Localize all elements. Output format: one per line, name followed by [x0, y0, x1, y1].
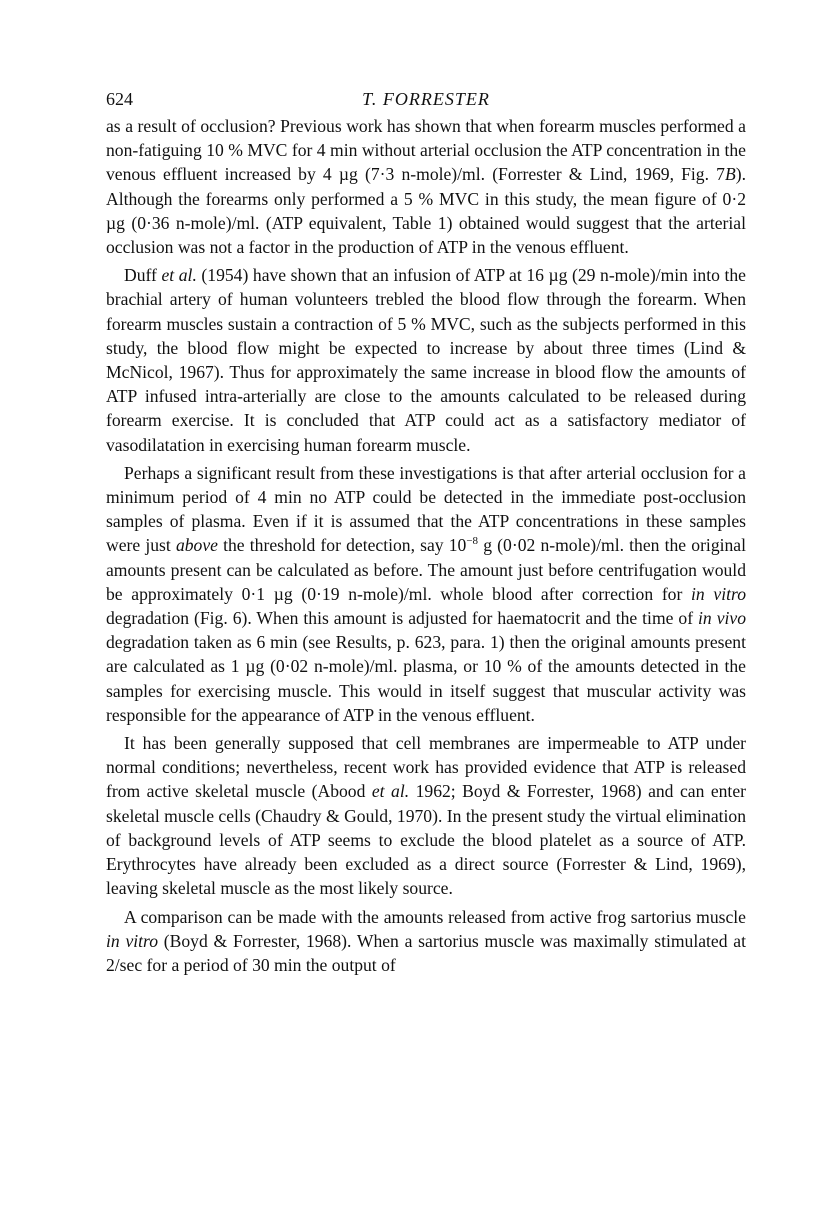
text-run: Duff: [124, 265, 162, 286]
text-run: (1954) have shown that an infusion of ATP at 16 µg (29 n-mole)/min into the brachial artery of human volunteers trebled the blood flow through the forearm. When forearm muscles sustain a contraction of 5 % MVC, such as the subjects performed in this study, the blood flow might be expected to increase by about three times (Lind & McNicol, 1967). Thus for approximately the same increase in blood flow the amounts of ATP infused intra-arterially are close to the amounts calculated to be released during forearm exercise. It is concluded that ATP could act as a satisfactory mediator of vasodilatation in exercising human forearm muscle.: [106, 265, 746, 455]
italic-text: et al.: [161, 265, 197, 286]
page-header: [106, 86, 746, 112]
italic-text: in vivo: [698, 608, 747, 629]
text-run: ). Although the forearms only performed a 5 % MVC in this study, the mean figure of 0·2 µg (0·36 n-mole)/ml. (ATP equivalent, Table 1) obtained would suggest that the arterial occlusion was not a factor in the production of ATP in the venous effluent.: [106, 164, 746, 258]
text-run: 1962; Boyd & Forrester, 1968) and can enter skeletal muscle cells (Chaudry & Gould, 1970). In the present study the virtual elimination of background levels of ATP seems to exclude the blood platelet as a source of ATP. Erythrocytes have already been excluded as a direct source (Forrester & Lind, 1969), leaving skeletal muscle as the most likely source.: [106, 781, 746, 899]
page-number: 624: [106, 89, 133, 109]
italic-text: B: [724, 164, 736, 185]
journal-page: [106, 86, 746, 981]
text-run: the threshold for detection, say 10: [217, 535, 467, 556]
paragraph: [106, 905, 746, 978]
text-run: degradation (Fig. 6). When this amount is adjusted for haematocrit and the time of: [106, 608, 699, 629]
text-run: g (0·02 n-mole)/ml. then the original amounts present can be calculated as before. The amount just before centrifugation would be approximately 0·1 µg (0·19 n-mole)/ml. whole blood after correction for: [106, 535, 746, 604]
italic-text: in vitro: [106, 930, 159, 951]
text-run: as a result of occlusion? Previous work has shown that when forearm muscles performed a non-fatiguing 10 % MVC for 4 min without arterial occlusion the ATP concentration in the venous effluent increased by 4 µg (7·3 n-mole)/ml. (Forrester & Lind, 1969, Fig. 7: [106, 116, 746, 185]
text-run: It has been generally supposed that cell membranes are impermeable to ATP under normal conditions; nevertheless, recent work has provided evidence that ATP is released from active skeletal muscle (Abood: [106, 733, 746, 802]
body-text: [106, 114, 746, 977]
text-run: (Boyd & Forrester, 1968). When a sartorius muscle was maximally stimulated at 2/sec for a period of 30 min the output of: [106, 930, 746, 975]
paragraph: [106, 461, 746, 727]
italic-text: in vitro: [691, 583, 746, 604]
running-title: T. FORRESTER: [362, 89, 490, 109]
paragraph: [106, 263, 746, 457]
text-run: A comparison can be made with the amounts released from active frog sartorius muscle: [124, 906, 746, 927]
italic-text: et al.: [371, 781, 410, 802]
superscript-text: −8: [466, 535, 479, 548]
text-run: degradation taken as 6 min (see Results, p. 623, para. 1) then the original amounts present are calculated as 1 µg (0·02 n-mole)/ml. plasma, or 10 % of the amounts detected in the samples for exercising muscle. This would in itself suggest that muscular activity was responsible for the appearance of ATP in the venous effluent.: [106, 632, 746, 725]
text-run: Perhaps a significant result from these investigations is that after arterial occlusion for a minimum period of 4 min no ATP could be detected in the immediate post-occlusion samples of plasma. Even if it is assumed that the ATP concentrations in these samples were just: [106, 462, 746, 556]
paragraph: [106, 114, 746, 259]
paragraph: [106, 731, 746, 900]
italic-text: above: [175, 535, 218, 556]
